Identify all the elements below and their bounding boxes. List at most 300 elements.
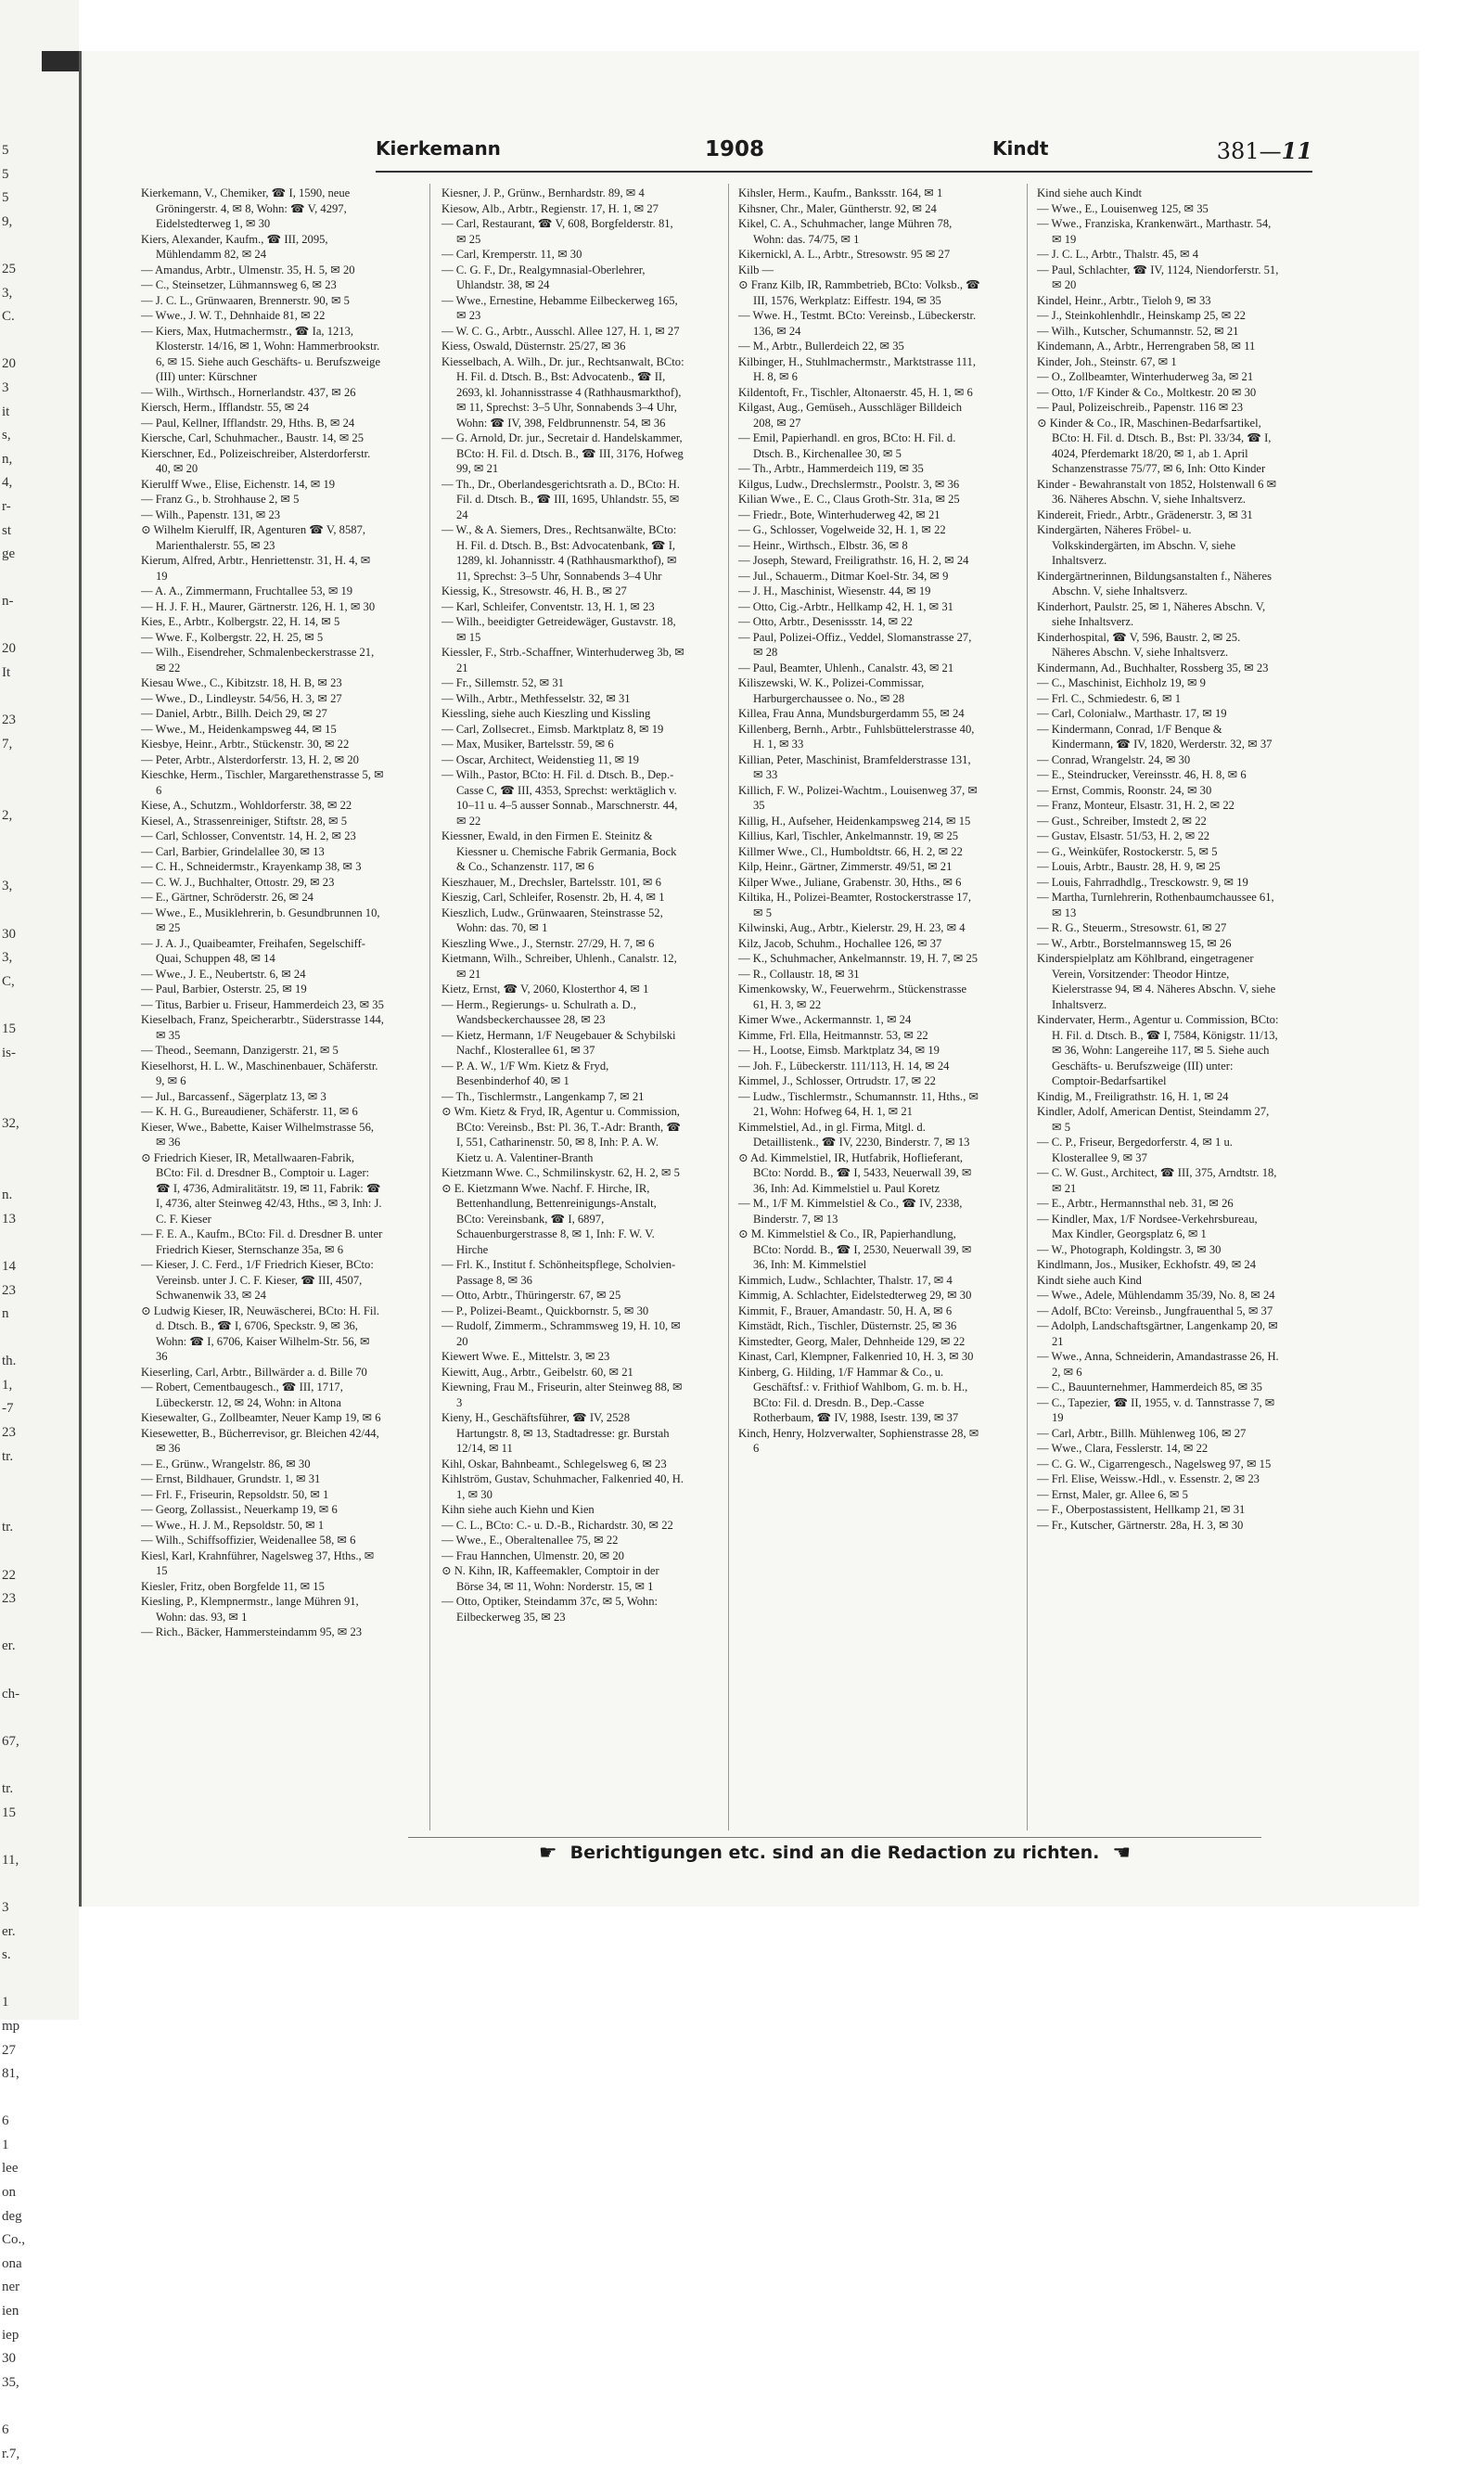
directory-entry: Kilper Wwe., Juliane, Grabenstr. 30, Hths., ✉ 6 [738,875,962,889]
directory-entry: — K., Schuhmacher, Ankelmannstr. 19, H. 7, ✉ 25 [738,952,979,965]
directory-entry: — Frl. Elise, Weissw.-Hdl., v. Essenstr. 2, ✉ 23 [1037,1472,1260,1485]
directory-entry: Kiesling, P., Klempnermstr., lange Mühren 91, Wohn: das. 93, ✉ 1 [141,1595,359,1624]
directory-entry: — C. W. J., Buchhalter, Ottostr. 29, ✉ 23 [141,875,335,889]
directory-column-1 [141,186,384,1828]
directory-entry: — Robert, Cementbaugesch., ☎ III, 1717, Lübeckerstr. 12, ✉ 24, Wohn: in Altona [141,1381,343,1409]
edge-fragment: 81, [2,2066,19,2082]
directory-entry: — Otto, Optiker, Steindamm 37c, ✉ 5, Wohn: Eilbeckerweg 35, ✉ 23 [441,1595,659,1624]
directory-entry: Kietmann, Wilh., Schreiber, Uhlenh., Canalstr. 12, ✉ 21 [441,952,677,981]
directory-entry: ⊙ M. Kimmelstiel & Co., IR, Papierhandlung, BCto: Nordd. B., ☎ I, 2530, Neuerwall 39, ✉ 36, Inh: M. Kimmelstiel [738,1227,972,1271]
edge-fragment: 23 [2,1591,16,1607]
directory-entry: — Frl. C., Schmiedestr. 6, ✉ 1 [1037,691,1182,705]
directory-entry: — Heinr., Wirthsch., Elbstr. 36, ✉ 8 [738,538,908,552]
edge-fragment: 25 [2,261,16,276]
directory-entry: — F. E. A., Kaufm., BCto: Fil. d. Dresdner B. unter Friedrich Kieser, Sternschanze 35a, ✉ 6 [141,1227,383,1256]
directory-entry: — Carl, Kremperstr. 11, ✉ 30 [441,248,582,261]
directory-entry: — Paul, Beamter, Uhlenh., Canalstr. 43, ✉ 21 [738,661,954,674]
directory-entry: ⊙ Wilhelm Kierulff, IR, Agenturen ☎ V, 8587, Marienthalerstr. 55, ✉ 23 [141,523,366,552]
directory-entry: — Friedr., Bote, Winterhuderweg 42, ✉ 21 [738,507,940,521]
edge-fragment [2,234,22,258]
edge-fragment: 23 [2,713,16,728]
directory-entry: — G., Weinküfer, Rostockerstr. 5, ✉ 5 [1037,844,1218,858]
directory-entry: — Gustav, Elsastr. 51/53, H. 2, ✉ 22 [1037,829,1210,842]
directory-entry: — Wwe., H. J. M., Repsoldstr. 50, ✉ 1 [141,1518,325,1532]
directory-entry: Kimer Wwe., Ackermannstr. 1, ✉ 24 [738,1013,912,1026]
directory-entry: Kildentoft, Fr., Tischler, Altonaerstr. 45, H. 1, ✉ 6 [738,385,973,399]
directory-entry: — Wwe. F., Kolbergstr. 22, H. 25, ✉ 5 [141,630,324,644]
directory-entry: — Wwe., J. W. T., Dehnhaide 81, ✉ 22 [141,309,326,322]
directory-entry: — Franz G., b. Strohhause 2, ✉ 5 [141,493,300,506]
directory-entry: — C. L., BCto: C.- u. D.-B., Richardstr. 30, ✉ 22 [441,1518,673,1532]
directory-entry: — Ernst, Maler, gr. Allee 6, ✉ 5 [1037,1487,1188,1501]
directory-entry: — Adolf, BCto: Vereinsb., Jungfrauenthal 5, ✉ 37 [1037,1304,1273,1317]
directory-entry: — Wilh., Wirthsch., Hornerlandstr. 437, ✉ 26 [141,385,356,399]
edge-fragment: th. [2,1354,17,1369]
directory-entry: Kiesau Wwe., C., Kibitzstr. 18, H. B, ✉ 23 [141,676,342,689]
edge-fragment: lee [2,2161,19,2177]
directory-entry: Kindervater, Herm., Agentur u. Commission, BCto: H. Fil. d. Dtsch. B., ☎ I, 7584, Königstr. 11/13, ✉ 36, Wohn: Langereihe 117, ✉ 5. Siehe auch Geschäfts- u. Berufszweige (III) unter: Comptoir-Bedarfsartikel [1037,1013,1279,1087]
directory-entry: ⊙ Ludwig Kieser, IR, Neuwäscherei, BCto: H. Fil. d. Dtsch. B., ☎ I, 6706, Speckstr. 9, ✉ 36, Wohn: ☎ I, 6706, Kaiser Wilhelm-Str. 56, ✉ 36 [141,1304,379,1363]
edge-fragment [2,1706,22,1730]
edge-fragment [2,2395,22,2419]
directory-entry: Kinderspielplatz am Köhlbrand, eingetragener Verein, Vorsitzender: Theodor Hintze, Kielerstrasse 94, ✉ 4. Näheres Abschn. V, siehe Inhaltsverz. [1037,952,1276,1011]
directory-entry: — J. A. J., Quaibeamter, Freihafen, Segelschiff-Quai, Schuppen 48, ✉ 14 [141,936,365,965]
edge-fragment: 14 [2,1258,16,1274]
directory-entry: Kierulff Wwe., Elise, Eichenstr. 14, ✉ 19 [141,477,336,491]
directory-entry: — Georg, Zollassist., Neuerkamp 19, ✉ 6 [141,1503,338,1516]
directory-entry: Kieserling, Carl, Arbtr., Billwärder a. d. Bille 70 [141,1365,367,1379]
directory-entry: — Otto, Arbtr., Desenissstr. 14, ✉ 22 [738,615,913,628]
directory-entry: — Titus, Barbier u. Friseur, Hammerdeich 23, ✉ 35 [141,997,384,1011]
edge-fragment: 5 [2,190,9,206]
directory-entry: — E., Gärtner, Schröderstr. 26, ✉ 24 [141,891,313,904]
edge-fragment: ge [2,546,16,562]
directory-entry: Killich, F. W., Polizei-Wachtm., Louisenweg 37, ✉ 35 [738,783,978,812]
edge-fragment [2,1493,22,1517]
directory-entry: — Frl. F., Friseurin, Repsoldstr. 50, ✉ 1 [141,1487,329,1501]
edge-fragment: 23 [2,1282,16,1298]
edge-fragment: tr. [2,1520,14,1535]
directory-entry: — Wilh., Papenstr. 131, ✉ 23 [141,507,281,521]
directory-entry: — Joh. F., Lübeckerstr. 111/113, H. 14, ✉ 24 [738,1059,950,1072]
directory-entry: — Carl, Restaurant, ☎ V, 608, Borgfelderstr. 81, ✉ 25 [441,217,673,246]
edge-fragment [2,1612,22,1636]
directory-entry: — Th., Dr., Oberlandesgerichtsrath a. D., BCto: H. Fil. d. Dtsch. B., ☎ III, 1695, Uhlandstr. 55, ✉ 24 [441,477,680,521]
directory-entry: — Th., Arbtr., Hammerdeich 119, ✉ 35 [738,462,924,475]
directory-entry: — Kiers, Max, Hutmachermstr., ☎ Ia, 1213, Klosterstr. 14/16, ✉ 1, Wohn: Hammerbrookstr. 6, ✉ 15. Siehe auch Geschäfts- u. Berufszweige (III) unter: Kürschner [141,324,381,383]
edge-fragment: 6 [2,2113,9,2129]
directory-entry: Kimme, Frl. Ella, Heitmannstr. 53, ✉ 22 [738,1028,928,1042]
directory-entry: Kindergärtnerinnen, Bildungsanstalten f., Näheres Abschn. V, siehe Inhaltsverz. [1037,569,1272,597]
directory-entry: — Wwe., Clara, Fesslerstr. 14, ✉ 22 [1037,1442,1209,1455]
edge-fragment: er. [2,1638,16,1654]
directory-entry: — Wilh., Schiffsoffizier, Weidenallee 58, ✉ 6 [141,1534,356,1547]
edge-fragment [2,994,22,1018]
binding-shadow [42,51,79,71]
page-footer [408,1837,1261,1868]
previous-page-edge [0,0,79,2461]
directory-entry: Kimmich, Ludw., Schlachter, Thalstr. 17, ✉ 4 [738,1273,953,1287]
directory-entry: — Kieser, J. C. Ferd., 1/F Friedrich Kieser, BCto: Vereinsb. unter J. C. F. Kieser, ☎ III, 4507, Schwanenwik 33, ✉ 24 [141,1258,374,1302]
directory-entry: Kietz, Ernst, ☎ V, 2060, Klosterthor 4, ✉ 1 [441,983,649,995]
directory-column-2 [441,186,684,1828]
directory-entry: Kind siehe auch Kindt [1037,186,1142,199]
directory-entry: Kindereit, Friedr., Arbtr., Grädenerstr. 3, ✉ 31 [1037,507,1253,521]
edge-fragment: s, [2,428,11,443]
directory-entry: Kiesbye, Heinr., Arbtr., Stückenstr. 30, ✉ 22 [141,738,350,751]
directory-entry: Kilwinski, Aug., Arbtr., Kielerstr. 29, H. 23, ✉ 4 [738,921,966,934]
directory-entry: Kieny, H., Geschäftsführer, ☎ IV, 2528 Hartungstr. 8, ✉ 13, Stadtadresse: gr. Burstah 12/14, ✉ 11 [441,1411,670,1455]
edge-fragment: 6 [2,2422,9,2437]
edge-fragment [2,780,22,804]
directory-entry: — C. G. F., Dr., Realgymnasial-Oberlehrer, Uhlandstr. 38, ✉ 24 [441,263,646,291]
edge-fragment [2,1540,22,1564]
directory-entry: Kihsler, Herm., Kaufm., Banksstr. 164, ✉ 1 [738,186,943,199]
directory-entry: Kieszig, Carl, Schleifer, Rosenstr. 2b, H. 4, ✉ 1 [441,891,665,904]
edge-fragment: 3 [2,1899,9,1915]
page-header [376,137,1312,173]
directory-entry: ⊙ Franz Kilb, IR, Rammbetrieb, BCto: Volksb., ☎ III, 1576, Werkplatz: Eiffestr. 194, ✉ 35 [738,278,980,307]
column-divider [1027,184,1028,1830]
edge-fragment: C. [2,309,15,325]
directory-entry: Kimmit, F., Brauer, Amandastr. 50, H. A, ✉ 6 [738,1304,953,1317]
pointing-hand-left-icon: ☛ [538,1841,557,1865]
directory-entry: — C., Tapezier, ☎ II, 1955, v. d. Tannstrasse 7, ✉ 19 [1037,1395,1275,1424]
directory-entry: ⊙ Ad. Kimmelstiel, IR, Hutfabrik, Hoflieferant, BCto: Nordd. B., ☎ I, 5433, Neuerwall 39, ✉ 36, Inh: Ad. Kimmelstiel u. Paul Koretz [738,1150,972,1195]
directory-entry: ⊙ Kinder & Co., IR, Maschinen-Bedarfsartikel, BCto: H. Fil. d. Dtsch. B., Bst: Pl. 33/34, ☎ I, 4024, Pferdemarkt 18/20, ✉ 1, ab 1. April Schanzenstrasse 75/77, ✉ 6, Inh: Otto Kinder [1037,416,1272,475]
directory-entry: Kilz, Jacob, Schuhm., Hochallee 126, ✉ 37 [738,936,942,950]
directory-entry: Kiesner, J. P., Grünw., Bernhardstr. 89, ✉ 4 [441,186,645,199]
directory-entry: Kindt siehe auch Kind [1037,1273,1142,1287]
directory-entry: Kindermann, Ad., Buchhalter, Rossberg 35, ✉ 23 [1037,661,1269,674]
directory-entry: — C., Bauunternehmer, Hammerdeich 85, ✉ 35 [1037,1381,1262,1394]
edge-fragment: mp [2,2018,20,2034]
edge-fragment: 7, [2,736,13,751]
directory-entry: — Franz, Monteur, Elsastr. 31, H. 2, ✉ 22 [1037,799,1235,812]
directory-entry: — Carl, Colonialw., Marthastr. 17, ✉ 19 [1037,707,1227,720]
directory-entry: Kinder, Joh., Steinstr. 67, ✉ 1 [1037,354,1177,368]
directory-entry: Kieschke, Herm., Tischler, Margarethenstrasse 5, ✉ 6 [141,768,384,797]
edge-fragment: tr. [2,1448,14,1464]
directory-entry: ⊙ E. Kietzmann Wwe. Nachf. F. Hirche, IR, Bettenhandlung, Bettenreinigungs-Anstalt, BCto: Vereinsbank, ☎ I, 6897, Schauenburgerstrasse 8, ✉ 1, Inh: F. W. V. Hirche [441,1181,657,1256]
directory-entry: Kimmel, J., Schlosser, Ortrudstr. 17, ✉ 22 [738,1074,936,1087]
edge-fragment [2,1872,22,1896]
edge-fragment [2,1161,22,1185]
directory-entry: Kikel, C. A., Schuhmacher, lange Mühren 78, Wohn: das. 74/75, ✉ 1 [738,217,953,246]
directory-entry: Kiersch, Herm., Ifflandstr. 55, ✉ 24 [141,401,309,414]
edge-fragment [2,1825,22,1849]
directory-entry: — Ludw., Tischlermstr., Schumannstr. 11, Hths., ✉ 21, Wohn: Hofweg 64, H. 1, ✉ 21 [738,1089,979,1118]
directory-entry: — Carl, Arbtr., Billh. Mühlenweg 106, ✉ 27 [1037,1426,1247,1440]
directory-entry: — Frau Hannchen, Ulmenstr. 20, ✉ 20 [441,1548,624,1562]
directory-entry: Kindemann, A., Arbtr., Herrengraben 58, ✉ 11 [1037,340,1256,353]
directory-entry: — P. A. W., 1/F Wm. Kietz & Fryd, Besenbinderhof 40, ✉ 1 [441,1059,609,1087]
directory-entry: — E., Grünw., Wrangelstr. 86, ✉ 30 [141,1457,311,1471]
edge-fragment: 11, [2,1852,19,1868]
directory-entry: Kiewitt, Aug., Arbtr., Geibelstr. 60, ✉ 21 [441,1365,633,1379]
directory-entry: Kinch, Henry, Holzverwalter, Sophienstrasse 28, ✉ 6 [738,1426,979,1455]
edge-fragment [2,852,22,876]
edge-fragment [2,1327,22,1351]
directory-entry: — C., Steinsetzer, Lühmannsweg 6, ✉ 23 [141,278,337,291]
directory-entry: — W., & A. Siemers, Dres., Rechtsanwälte, BCto: H. Fil. d. Dtsch. B., Bst: Advocatenbank, ☎ I, 1289, kl. Johannisstr. 4 (Rathhausmarkthof), ✉ 11, Sprechst: 3–5 Uhr, Sonnabends 3–4 Uhr [441,523,677,583]
header-first-name: Kierkemann [376,137,501,160]
edge-fragment: it [2,404,10,419]
page-number-suffix: 11 [1281,137,1312,164]
directory-entry: Kierkemann, V., Chemiker, ☎ I, 1590, neue Gröningerstr. 4, ✉ 8, Wohn: ☎ V, 4297, Eidelstedterweg 1, ✉ 30 [141,186,351,230]
edge-fragment: 20 [2,356,16,372]
edge-fragment [2,756,22,780]
edge-fragment [2,2087,22,2111]
directory-entry: Kindergärten, Näheres Fröbel- u. Volkskindergärten, im Abschn. V, siehe Inhaltsverz. [1037,523,1236,567]
directory-entry: Kieszlich, Ludw., Grünwaaren, Steinstrasse 52, Wohn: das. 70, ✉ 1 [441,905,663,934]
edge-fragment: 3, [2,285,13,301]
directory-entry: Kindel, Heinr., Arbtr., Tieloh 9, ✉ 33 [1037,293,1211,307]
directory-entry: — Ernst, Bildhauer, Grundstr. 1, ✉ 31 [141,1472,321,1485]
directory-entry: — Karl, Schleifer, Conventstr. 13, H. 1, ✉ 23 [441,599,655,613]
edge-fragment: Co., [2,2232,26,2248]
directory-entry: Kiesewetter, B., Bücherrevisor, gr. Bleichen 42/44, ✉ 36 [141,1426,379,1455]
directory-entry: Kihsner, Chr., Maler, Güntherstr. 92, ✉ 24 [738,201,937,215]
directory-entry: — R. G., Steuerm., Stresowstr. 61, ✉ 27 [1037,921,1227,934]
edge-fragment: 1, [2,1377,13,1393]
directory-entry: Kieszling Wwe., J., Sternstr. 27/29, H. 7, ✉ 6 [441,936,655,950]
directory-entry: — Wilh., Eisendreher, Schmalenbeckerstrasse 21, ✉ 22 [141,646,375,674]
directory-entry: — J., Steinkohlenhdlr., Heinskamp 25, ✉ 22 [1037,309,1246,322]
pointing-hand-right-icon: ☚ [1112,1841,1132,1865]
header-last-name: Kindt [992,137,1049,160]
edge-fragment [2,1137,22,1161]
header-year: 1908 [705,137,765,161]
directory-entry: ⊙ N. Kihn, IR, Kaffeemakler, Comptoir in der Börse 34, ✉ 11, Wohn: Norderstr. 15, ✉ 1 [441,1564,659,1593]
directory-entry: — Paul, Barbier, Osterstr. 25, ✉ 19 [141,983,307,995]
directory-entry: Kikernickl, A. L., Arbtr., Stresowstr. 95 ✉ 27 [738,248,951,261]
directory-entry: — Otto, Arbtr., Thüringerstr. 67, ✉ 25 [441,1289,621,1302]
directory-entry: Kinberg, G. Hilding, 1/F Hammar & Co., u. Geschäftsf.: v. Frithiof Wahlbom, G. m. b. H., BCto: Fil. d. Dresdn. B., Dep.-Casse Rotherbaum, ☎ IV, 1988, Isestr. 139, ✉ 37 [738,1365,968,1424]
directory-entry: — H. J. F. H., Maurer, Gärtnerstr. 126, H. 1, ✉ 30 [141,599,376,613]
directory-entry: Kiessig, K., Stresowstr. 46, H. B., ✉ 27 [441,584,627,597]
directory-entry: — Rich., Bäcker, Hammersteindamm 95, ✉ 23 [141,1625,363,1638]
directory-entry: — Joseph, Steward, Freiligrathstr. 16, H. 2, ✉ 24 [738,554,969,567]
directory-entry: — C. H., Schneidermstr., Krayenkamp 38, ✉ 3 [141,860,362,873]
edge-fragment: C, [2,973,15,989]
directory-entry: — Oscar, Architect, Weidenstieg 11, ✉ 19 [441,752,639,766]
directory-entry: Kinast, Carl, Klempner, Falkenried 10, H. 3, ✉ 30 [738,1350,974,1363]
directory-entry: — Carl, Barbier, Grindelallee 30, ✉ 13 [141,844,325,858]
directory-entry: Kiewert Wwe. E., Mittelstr. 3, ✉ 23 [441,1350,610,1363]
directory-entry: Kiliszewski, W. K., Polizei-Commissar, Harburgerchaussee o. No., ✉ 28 [738,676,925,705]
directory-entry: — J. C. L., Arbtr., Thalstr. 45, ✉ 4 [1037,248,1199,261]
directory-column-3 [738,186,981,1828]
edge-fragment: 30 [2,2351,16,2367]
directory-entry: — C., Maschinist, Eichholz 19, ✉ 9 [1037,676,1206,689]
directory-entry: — Louis, Fahrradhdlg., Tresckowstr. 9, ✉ 19 [1037,875,1248,889]
directory-entry: — G., Schlosser, Vogelweide 32, H. 1, ✉ 22 [738,523,946,536]
directory-entry: — Wwe. H., Testmt. BCto: Vereinsb., Lübeckerstr. 136, ✉ 24 [738,309,977,338]
directory-entry: Kilgus, Ludw., Drechslermstr., Poolstr. 3, ✉ 36 [738,477,960,491]
directory-entry: — Wilh., Arbtr., Methfesselstr. 32, ✉ 31 [441,691,631,705]
directory-entry: Killian, Peter, Maschinist, Bramfelderstrasse 131, ✉ 33 [738,752,971,781]
directory-entry: — M., Arbtr., Bullerdeich 22, ✉ 35 [738,340,904,353]
directory-entry: — Wwe., Adele, Mühlendamm 35/39, No. 8, ✉ 24 [1037,1289,1275,1302]
directory-entry: — Adolph, Landschaftsgärtner, Langenkamp 20, ✉ 21 [1037,1319,1278,1348]
edge-fragment: n [2,1306,9,1322]
directory-entry: — W., Photograph, Koldingstr. 3, ✉ 30 [1037,1242,1222,1256]
edge-fragment: 30 [2,926,16,942]
column-divider [728,184,729,1830]
edge-fragment: ien [2,2304,19,2319]
edge-fragment: n- [2,594,14,610]
directory-entry: Kindig, M., Freiligrathstr. 16, H. 1, ✉ 24 [1037,1089,1229,1103]
directory-entry: Kierum, Alfred, Arbtr., Henriettenstr. 31, H. 4, ✉ 19 [141,554,371,583]
edge-fragment: ner [2,2280,20,2295]
edge-fragment: er. [2,1923,16,1939]
edge-fragment: It [2,665,11,681]
directory-entry: Kiessler, F., Strb.-Schaffner, Winterhuderweg 3b, ✉ 21 [441,646,684,674]
directory-entry: — Carl, Zollsecret., Eimsb. Marktplatz 8, ✉ 19 [441,722,664,736]
directory-entry: — Gust., Schreiber, Imstedt 2, ✉ 22 [1037,814,1207,828]
footer-notice: Berichtigungen etc. sind an die Redaction zu richten. [569,1843,1100,1863]
directory-entry: Kimenkowsky, W., Feuerwehrm., Stückenstrasse 61, H. 3, ✉ 22 [738,983,967,1011]
edge-fragment: 4, [2,475,13,491]
edge-fragment [2,1065,22,1089]
edge-fragment: 27 [2,2042,16,2058]
directory-entry: Kindlmann, Jos., Musiker, Eckhofstr. 49, ✉ 24 [1037,1258,1257,1271]
directory-entry: Kiesl, Karl, Krahnführer, Nagelsweg 37, Hths., ✉ 15 [141,1548,375,1577]
directory-entry: Kimstädt, Rich., Tischler, Düsternstr. 25, ✉ 36 [738,1319,957,1332]
directory-entry: Kihlström, Gustav, Schuhmacher, Falkenried 40, H. 1, ✉ 30 [441,1472,684,1501]
directory-entry: Kiessner, Ewald, in den Firmen E. Steinitz & Kiessner u. Chemische Fabrik Germania, Bock & Co., Schanzenstr. 117, ✉ 6 [441,829,677,873]
directory-entry: Kilbinger, H., Stuhlmachermstr., Marktstrasse 111, H. 8, ✉ 6 [738,354,976,383]
directory-entry: — Th., Tischlermstr., Langenkamp 7, ✉ 21 [441,1089,645,1103]
directory-entry: Kieselbach, Franz, Speicherarbtr., Süderstrasse 144, ✉ 35 [141,1013,384,1042]
directory-entry: Kiltika, H., Polizei-Beamter, Rostockerstrasse 17, ✉ 5 [738,891,971,919]
directory-entry: — Kindermann, Conrad, 1/F Benque & Kindermann, ☎ IV, 1820, Werderstr. 32, ✉ 37 [1037,722,1273,751]
directory-entry: Kiesselbach, A. Wilh., Dr. jur., Rechtsanwalt, BCto: H. Fil. d. Dtsch. B., Bst: Advocatenb., ☎ II, 2693, kl. Johannisstrasse 4 (Rathhausmarkthof), ✉ 11, Sprechst: 3–5 Uhr, Sonnabends 3–4 Uhr, Wohn: ☎ IV, 398, Feldbrunnenstr. 54, ✉ 36 [441,354,684,430]
edge-fragment: 3 [2,379,9,395]
directory-entry: Kimmig, A. Schlachter, Eidelstedterweg 29, ✉ 30 [738,1289,972,1302]
directory-entry: — Peter, Arbtr., Alsterdorferstr. 13, H. 2, ✉ 20 [141,752,359,766]
directory-entry: Kimmelstiel, Ad., in gl. Firma, Mitgl. d. Detaillistenk., ☎ IV, 2230, Binderstr. 7, ✉ 13 [738,1120,970,1149]
directory-entry: Kies, E., Arbtr., Kolbergstr. 22, H. 14, ✉ 5 [141,615,340,628]
directory-entry: Killea, Frau Anna, Mundsburgerdamm 55, ✉ 24 [738,707,965,720]
edge-fragment: 15 [2,1805,16,1820]
directory-entry: — Wwe., Anna, Schneiderin, Amandastrasse 26, H. 2, ✉ 6 [1037,1350,1279,1379]
directory-entry: — P., Polizei-Beamt., Quickbornstr. 5, ✉ 30 [441,1304,649,1317]
directory-entry: — Wwe., E., Oberaltenallee 75, ✉ 22 [441,1534,619,1547]
directory-entry: — O., Zollbeamter, Winterhuderweg 3a, ✉ 21 [1037,370,1254,383]
directory-entry: Kiese, A., Schutzm., Wohldorferstr. 38, ✉ 22 [141,799,352,812]
directory-entry: — Kindler, Max, 1/F Nordsee-Verkehrsbureau, Max Kindler, Georgsplatz 6, ✉ 1 [1037,1212,1258,1240]
directory-entry: Kinderhospital, ☎ V, 596, Baustr. 2, ✉ 25. Näheres Abschn. V, siehe Inhaltsverz. [1037,630,1241,659]
directory-entry: Kilgast, Aug., Gemüseh., Ausschläger Billdeich 208, ✉ 27 [738,401,962,430]
directory-entry: — F., Oberpostassistent, Hellkamp 21, ✉ 31 [1037,1503,1246,1516]
directory-entry: — Conrad, Wrangelstr. 24, ✉ 30 [1037,752,1191,766]
directory-entry: — K. H. G., Bureaudiener, Schäferstr. 11, ✉ 6 [141,1105,358,1118]
edge-fragment: 67, [2,1733,19,1749]
edge-fragment [2,1469,22,1493]
directory-entry: — Jul., Schauerm., Ditmar Koel-Str. 34, ✉ 9 [738,569,949,583]
edge-fragment: -7 [2,1401,14,1417]
directory-entry: — Frl. K., Institut f. Schönheitspflege, Scholvien-Passage 8, ✉ 36 [441,1258,676,1287]
directory-entry: — Otto, 1/F Kinder & Co., Moltkestr. 20 ✉ 30 [1037,385,1257,399]
edge-fragment: 35, [2,2374,19,2390]
edge-fragment [2,899,22,923]
edge-fragment: on [2,2185,16,2201]
edge-fragment [2,1659,22,1683]
directory-entry: Kilb — [738,263,774,276]
edge-fragment: n. [2,1188,13,1203]
directory-entry: — C. W. Gust., Architect, ☎ III, 375, Arndtstr. 18, ✉ 21 [1037,1166,1277,1195]
edge-fragment [2,1231,22,1255]
edge-fragment: n, [2,451,13,467]
edge-fragment [2,1753,22,1778]
directory-entry: — Wwe., D., Lindleystr. 54/56, H. 3, ✉ 27 [141,691,342,705]
directory-entry: Killmer Wwe., Cl., Humboldtstr. 66, H. 2, ✉ 22 [738,844,963,858]
directory-entry: Kihl, Oskar, Bahnbeamt., Schlegelsweg 6, ✉ 23 [441,1457,667,1471]
edge-fragment: 5 [2,166,9,182]
directory-entry: — Ernst, Commis, Roonstr. 24, ✉ 30 [1037,783,1212,797]
directory-entry: — C. P., Friseur, Bergedorferstr. 4, ✉ 1 u. Klosterallee 9, ✉ 37 [1037,1136,1233,1164]
directory-entry: Kieselhorst, H. L. W., Maschinenbauer, Schäferstr. 9, ✉ 6 [141,1059,378,1087]
directory-entry: Kieser, Wwe., Babette, Kaiser Wilhelmstrasse 56, ✉ 36 [141,1120,375,1149]
directory-entry: Kiesewalter, G., Zollbeamter, Neuer Kamp 19, ✉ 6 [141,1411,381,1424]
directory-entry: — J. C. L., Grünwaaren, Brennerstr. 90, ✉ 5 [141,293,350,307]
directory-entry: — Paul, Polizeischreib., Papenstr. 116 ✉ 23 [1037,401,1244,414]
directory-entry: Kinder - Bewahranstalt von 1852, Holstenwall 6 ✉ 36. Näheres Abschn. V, siehe Inhaltsverz. [1037,477,1277,506]
page-number-main: 381 [1216,138,1260,164]
edge-fragment: ona [2,2255,22,2271]
edge-fragment: 1 [2,2137,9,2152]
edge-fragment: iep [2,2327,19,2343]
directory-entry: — W. C. G., Arbtr., Ausschl. Allee 127, H. 1, ✉ 27 [441,324,680,338]
directory-entry: Kiessling, siehe auch Kieszling und Kissling [441,707,651,720]
directory-entry: — Wwe., Ernestine, Hebamme Eilbeckerweg 165, ✉ 23 [441,293,678,322]
directory-entry: — Carl, Schlosser, Conventstr. 14, H. 2, ✉ 23 [141,829,356,842]
edge-fragment [2,1968,22,1992]
edge-fragment: 13 [2,1211,16,1227]
edge-fragment: 20 [2,641,16,657]
directory-entry: Kilian Wwe., E. C., Claus Groth-Str. 31a, ✉ 25 [738,493,960,506]
edge-fragment: 23 [2,1425,16,1441]
directory-entry: Kierschner, Ed., Polizeischreiber, Alsterdorferstr. 40, ✉ 20 [141,446,371,475]
directory-entry: Kiesel, A., Strassenreiniger, Stiftstr. 28, ✉ 5 [141,814,348,828]
column-divider [429,184,430,1830]
directory-entry: — Emil, Papierhandl. en gros, BCto: H. Fil. d. Dtsch. B., Kirchenallee 30, ✉ 5 [738,431,956,460]
directory-entry: — A. A., Zimmermann, Fruchtallee 53, ✉ 19 [141,584,353,597]
directory-entry: — R., Collaustr. 18, ✉ 31 [738,967,860,981]
edge-fragment: is- [2,1045,16,1060]
directory-entry: — Wilh., beeidigter Getreidewäger, Gustavstr. 18, ✉ 15 [441,615,676,644]
edge-fragment: 22 [2,1567,16,1583]
directory-entry: — Daniel, Arbtr., Billh. Deich 29, ✉ 27 [141,707,327,720]
directory-entry: — Wwe., J. E., Neubertstr. 6, ✉ 24 [141,967,306,981]
directory-entry: — Wwe., Franziska, Krankenwärt., Marthastr. 54, ✉ 19 [1037,217,1272,246]
edge-fragment: ch- [2,1686,20,1702]
directory-entry: Kiers, Alexander, Kaufm., ☎ III, 2095, Mühlendamm 82, ✉ 24 [141,232,328,261]
edge-fragment: s. [2,1947,11,1963]
directory-entry: Kiesler, Fritz, oben Borgfelde 11, ✉ 15 [141,1579,325,1593]
directory-entry: — Theod., Seemann, Danzigerstr. 21, ✉ 5 [141,1044,339,1057]
edge-fragment [2,329,22,353]
directory-entry: Kietzmann Wwe. C., Schmilinskystr. 62, H. 2, ✉ 5 [441,1166,680,1179]
directory-entry: — Louis, Arbtr., Baustr. 28, H. 9, ✉ 25 [1037,860,1221,873]
directory-entry: — E., Steindrucker, Vereinsstr. 46, H. 8, ✉ 6 [1037,768,1247,781]
directory-entry: — Amandus, Arbtr., Ulmenstr. 35, H. 5, ✉ 20 [141,263,355,276]
directory-entry: Kiewning, Frau M., Friseurin, alter Steinweg 88, ✉ 3 [441,1381,683,1409]
directory-entry: Killig, H., Aufseher, Heidenkampsweg 214, ✉ 15 [738,814,971,828]
edge-fragment [2,614,22,638]
